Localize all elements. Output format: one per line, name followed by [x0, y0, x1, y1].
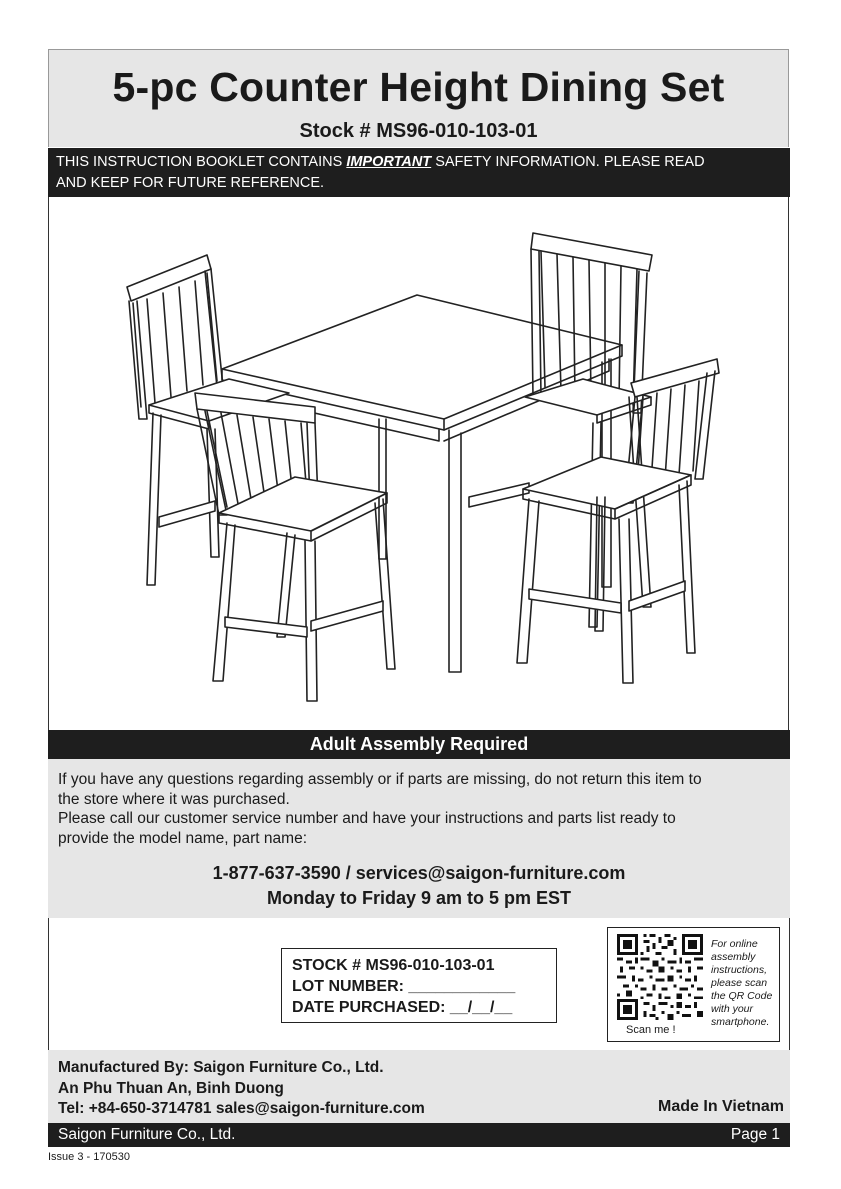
- record-date: DATE PURCHASED: __/__/__: [292, 999, 513, 1016]
- footer-bar: [48, 1123, 790, 1147]
- help-line-3: Please call our customer service number and have your instructions and parts list ready to: [58, 810, 676, 827]
- manufacturer-address: An Phu Thuan An, Binh Duong: [58, 1079, 284, 1097]
- help-line-2: the store where it was purchased.: [58, 790, 290, 808]
- safety-text-line2: AND KEEP FOR FUTURE REFERENCE.: [56, 175, 325, 191]
- manufacturer-name: Manufactured By: Saigon Furniture Co., Ltd.: [58, 1059, 384, 1076]
- help-line-4: provide the model name, part name:: [58, 829, 307, 847]
- safety-text-pre: THIS INSTRUCTION BOOKLET CONTAINS: [56, 154, 347, 170]
- manufacturer-block: [48, 1050, 790, 1123]
- issue-number: Issue 3 - 170530: [48, 1151, 130, 1163]
- service-hours: Monday to Friday 9 am to 5 pm EST: [266, 888, 572, 908]
- stock-number-heading: Stock # MS96-010-103-01: [299, 120, 538, 142]
- document-title: 5-pc Counter Height Dining Set: [112, 64, 725, 110]
- contact-info: [58, 861, 780, 911]
- page-number: Page 1: [730, 1126, 780, 1143]
- help-line-1: If you have any questions regarding assembly or if parts are missing, do not return this item to: [58, 771, 702, 788]
- adult-assembly-banner: Adult Assembly Required: [48, 730, 790, 759]
- purchase-record-box: [281, 948, 557, 1023]
- footer-company: Saigon Furniture Co., Ltd.: [58, 1126, 236, 1143]
- qr-caption: Scan me !: [626, 1024, 676, 1036]
- made-in-label: Made In Vietnam: [658, 1097, 784, 1115]
- manufacturer-contact: Tel: +84-650-3714781 sales@saigon-furniture.com: [58, 1100, 425, 1117]
- qr-code-box: [607, 927, 780, 1042]
- record-section: [48, 918, 790, 1050]
- record-stock: STOCK # MS96-010-103-01: [292, 957, 495, 974]
- qr-code-icon[interactable]: [617, 934, 703, 1020]
- title-block: [48, 49, 789, 147]
- customer-service-block: [48, 759, 790, 918]
- record-lot: LOT NUMBER: ____________: [292, 978, 516, 995]
- dining-set-illustration: [48, 197, 789, 730]
- dining-set-drawing: [49, 197, 790, 730]
- qr-instructions: For online assembly instructions, please scan the QR Code with your smartphone.: [711, 938, 773, 1028]
- safety-text-post: SAFETY INFORMATION. PLEASE READ: [431, 154, 705, 170]
- phone-email: 1-877-637-3590 / services@saigon-furniture.com: [212, 863, 626, 883]
- safety-notice: [48, 148, 790, 197]
- safety-important: IMPORTANT: [346, 154, 432, 170]
